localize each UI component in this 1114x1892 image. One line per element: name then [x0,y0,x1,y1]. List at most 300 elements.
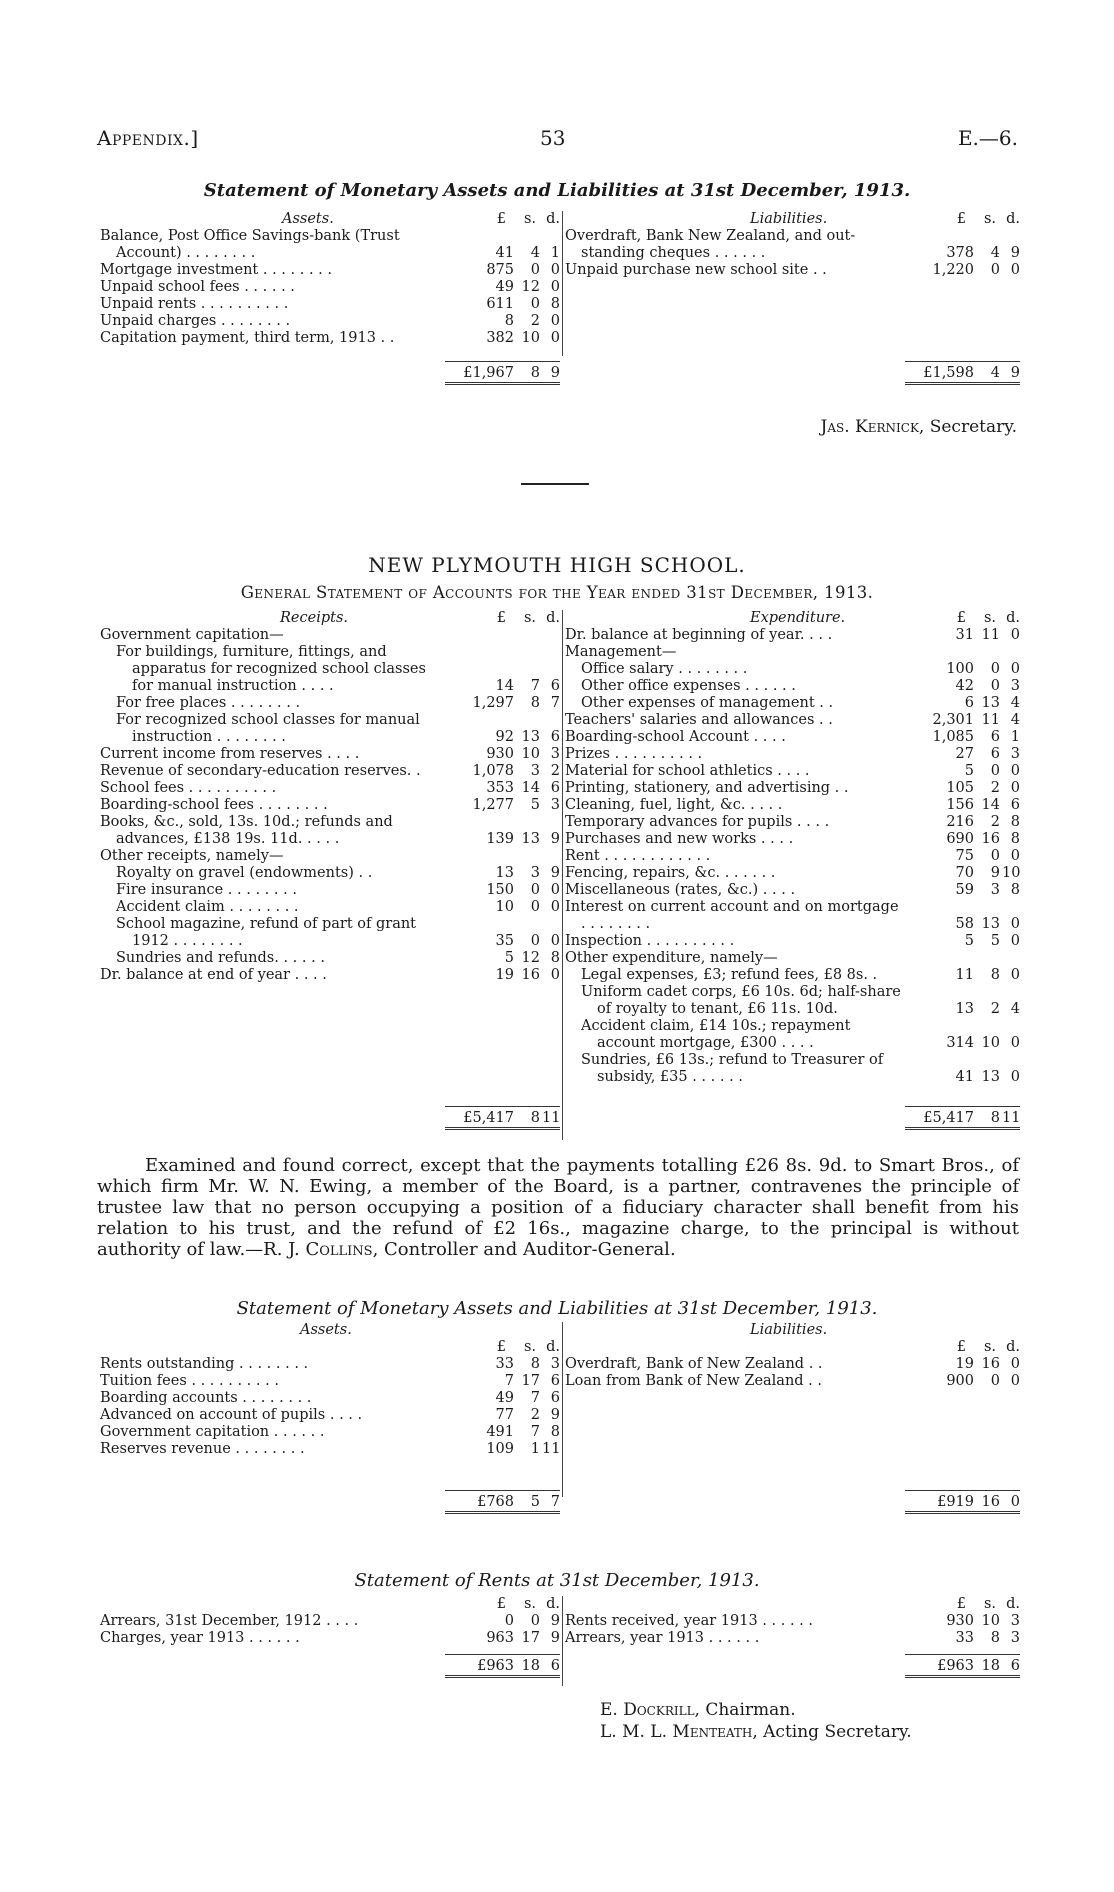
pence-value: 8 [550,296,560,312]
row-amount [905,695,1020,712]
row-label: Boarding-school Account . . . . [565,729,786,745]
expenditure-column: Expenditure. £ s. d. Dr. balance at beginning of year. . . . 31 11 0 Management— Office salary . . . . . . . . 100 0 0 Other office expenses . . . . . . 42 0 3 Other expenses of management . . 6 13 4 Teachers' salaries and allowances . . 2,301 11 4 Boarding-school Account . . . . 1,085 6 1 Prizes . . . . . . . . . . 27 6 3 Material for school athletics . . . . 5 0 0 Printing, stationery, and advertising . . 105 2 0 Cleaning, fuel, light, &c. . . . . 156 14 6 Temporary advances for pupils . . . . 216 2 8 Purchases and new works . . . . 690 16 8 Rent . . . . . . . . . . . . 75 0 0 Fencing, repairs, &c. . . . . . . 70 9 10 Miscellaneous (rates, &c.) . . . . 59 3 8 Interest on current account and on mortgage . . . . . . . . 58 13 0 Inspection . . . . . . . . . . 5 5 0 Other expenditure, namely— Legal expenses, £3; refund fees, £8 8s. . 11 8 0 Uniform cadet corps, £6 10s. 6d; half-share of royalty to tenant, £6 11s. 10d. 13 2 4 Accident claim, £14 10s.; repayment account mortgage, £300 . . . . 314 10 0 Sundries, £6 13s.; refund to Treasurer of subsidy, £35 . . . . . . 41 13 0 £5,417 8 11 [565,610,1020,1086]
row-label: Dr. balance at beginning of year. . . . [565,627,833,643]
shillings-value: 0 [990,678,1000,694]
row-label: Inspection . . . . . . . . . . [565,933,735,949]
pounds-value: 875 [486,262,514,278]
assets-heading: Assets. [300,1322,352,1338]
pounds-value: 105 [946,780,974,796]
pounds-value: 31 [955,627,974,643]
expenditure-total: £5,417 8 11 [905,1106,1020,1130]
row-label: Unpaid rents . . . . . . . . . . [100,296,289,312]
row-amount [445,933,560,950]
row-amount [445,797,560,814]
pounds-value: 1,277 [472,797,514,813]
row-label: Purchases and new works . . . . [565,831,794,847]
receipt-row [100,882,560,899]
pounds-value: 314 [946,1035,974,1051]
shillings-value: 0 [990,262,1000,278]
row-label: Prizes . . . . . . . . . . [565,746,703,762]
row-label: Books, &c., sold, 13s. 10d.; refunds and advances, £138 19s. 11d. . . . . [100,814,393,847]
shillings-value: 2 [990,814,1000,830]
shillings-value: 0 [530,933,540,949]
pounds-value: 1,297 [472,695,514,711]
row-amount [905,916,1020,933]
liability-row [565,1373,1020,1390]
row-amount [905,1613,1020,1630]
shillings-value: 11 [981,712,1000,728]
column-divider [562,211,563,356]
row-amount [905,831,1020,848]
pence-value: 6 [550,729,560,745]
row-amount [905,1035,1020,1052]
shillings-value: 0 [530,899,540,915]
secretary-signature: Jas. Kernick, Secretary. [820,417,1017,437]
row-label: Mortgage investment . . . . . . . . [100,262,332,278]
shillings-value: 16 [981,831,1000,847]
row-amount [905,797,1020,814]
expenditure-row [565,644,1020,661]
pence-value: 3 [1010,678,1020,694]
receipts-total: £5,417 8 11 [445,1106,560,1130]
row-label: Fencing, repairs, &c. . . . . . . [565,865,776,881]
liabilities-total: £919 16 0 [905,1490,1020,1514]
row-amount [445,763,560,780]
shillings-value: 12 [521,950,540,966]
shillings-value: 7 [530,1424,540,1440]
acting-secretary-signature: L. M. L. Menteath, Acting Secretary. [600,1722,912,1742]
pounds-value: 27 [955,746,974,762]
pence-value: 0 [550,967,560,983]
pounds-value: 7 [504,1373,514,1389]
receipt-row [100,814,560,848]
pounds-value: 150 [486,882,514,898]
asset-row [100,1424,560,1441]
pence-value: 6 [550,678,560,694]
expenditure-row [565,865,1020,882]
row-label: Office salary . . . . . . . . [581,661,748,677]
row-amount [445,330,560,347]
receipt-row [100,916,560,950]
row-amount [445,780,560,797]
row-label: For buildings, furniture, fittings, and apparatus for recognized school classes for manual instruction . . . . [116,644,426,694]
column-divider [562,1596,563,1686]
shillings-value: 5 [530,797,540,813]
pounds-value: 75 [955,848,974,864]
shillings-value: 13 [981,1069,1000,1085]
rent-charge-row [100,1613,560,1630]
row-label: Boarding accounts . . . . . . . . [100,1390,312,1406]
expenditure-row [565,950,1020,967]
pounds-value: 378 [946,245,974,261]
header-appendix: Appendix.] [97,126,199,150]
pence-value: 0 [1010,1069,1020,1085]
shillings-value: 16 [981,1356,1000,1372]
pounds-value: 2,301 [932,712,974,728]
asset-row [100,262,560,279]
row-amount [445,1441,560,1458]
row-label: Miscellaneous (rates, &c.) . . . . [565,882,796,898]
pounds-value: 109 [486,1441,514,1457]
rents-right-total: £963 18 6 [905,1654,1020,1678]
shillings-value: 0 [530,262,540,278]
receipt-row [100,644,560,695]
shillings-value: 8 [990,1630,1000,1646]
liability-row [565,228,1020,262]
expenditure-row [565,899,1020,933]
row-label: Arrears, year 1913 . . . . . . [565,1630,760,1646]
row-amount [445,746,560,763]
pence-value: 8 [550,950,560,966]
pence-value: 7 [550,695,560,711]
pence-value: 8 [550,1424,560,1440]
pence-value: 1 [1010,729,1020,745]
pounds-value: 10 [495,899,514,915]
row-amount [445,882,560,899]
pence-value: 4 [1010,1001,1020,1017]
asset-row [100,1373,560,1390]
expenditure-row [565,678,1020,695]
shillings-value: 2 [530,313,540,329]
pounds-value: 49 [495,1390,514,1406]
statement-2-assets: Assets. £ s. d. Rents outstanding . . . . . . . . 33 8 3 Tuition fees . . . . . . . . . . 7 17 6 Boarding accounts . . . . . . . . 49 7 6 Advanced on account of pupils . . . . 77 2 9 Government capitation . . . . . . 491 7 8 Reserves revenue . . . . . . . . 109 1 11 £768 5 7 [100,1322,560,1458]
pence-value: 9 [550,1630,560,1646]
receipt-row [100,763,560,780]
receipt-row [100,848,560,865]
pence-value: 0 [550,933,560,949]
shillings-value: 6 [990,729,1000,745]
pounds-value: 930 [946,1613,974,1629]
pence-value: 10 [1002,865,1021,881]
pounds-value: 13 [955,1001,974,1017]
shillings-value: 2 [530,1407,540,1423]
row-label: Royalty on gravel (endowments) . . [116,865,373,881]
row-amount [445,1407,560,1424]
pence-value: 0 [1010,780,1020,796]
shillings-value: 2 [990,780,1000,796]
row-label: Charges, year 1913 . . . . . . [100,1630,300,1646]
row-amount [905,814,1020,831]
row-amount [905,729,1020,746]
shillings-value: 8 [530,695,540,711]
pence-value: 0 [550,899,560,915]
row-label: School magazine, refund of part of grant 1912 . . . . . . . . [116,916,417,949]
shillings-value: 13 [981,916,1000,932]
pounds-value: 5 [504,950,514,966]
row-amount [905,763,1020,780]
row-label: Government capitation— [100,627,284,643]
shillings-value: 6 [990,746,1000,762]
row-amount [445,1356,560,1373]
liabilities-heading: Liabilities. [750,211,828,227]
pounds-value: 100 [946,661,974,677]
pence-value: 6 [550,1390,560,1406]
shillings-value: 3 [990,882,1000,898]
row-amount [445,296,560,313]
row-label: For free places . . . . . . . . [116,695,301,711]
row-amount [445,729,560,746]
liability-row [565,1356,1020,1373]
liability-row [565,262,1020,279]
header-reference: E.—6. [957,126,1018,150]
row-amount [445,831,560,848]
asset-row [100,313,560,330]
pence-value: 0 [1010,661,1020,677]
expenditure-row [565,814,1020,831]
shillings-value: 7 [530,1390,540,1406]
asset-row [100,296,560,313]
pence-value: 0 [1010,1356,1020,1372]
receipt-row [100,712,560,746]
expenditure-row [565,712,1020,729]
expenditure-row [565,831,1020,848]
row-amount [445,245,560,262]
row-label: Sundries, £6 13s.; refund to Treasurer of subsidy, £35 . . . . . . [581,1052,884,1085]
statement-1-assets: Assets. £ s. d. Balance, Post Office Savings-bank (Trust Account) . . . . . . . . 41 4 1 Mortgage investment . . . . . . . . 875 0 0 Unpaid school fees . . . . . . 49 12 0 Unpaid rents . . . . . . . . . . 611 0 8 Unpaid charges . . . . . . . . 8 2 0 Capitation payment, third term, 1913 . . 382 10 0 £1,967 8 9 [100,211,560,347]
pounds-value: 6 [964,695,974,711]
row-label: Legal expenses, £3; refund fees, £8 8s. . [581,967,878,983]
pounds-value: 42 [955,678,974,694]
pence-value: 0 [1010,1373,1020,1389]
row-label: Boarding-school fees . . . . . . . . [100,797,328,813]
row-label: Uniform cadet corps, £6 10s. 6d; half-share of royalty to tenant, £6 11s. 10d. [581,984,901,1017]
row-label: Balance, Post Office Savings-bank (Trust Account) . . . . . . . . [100,228,400,261]
row-label: School fees . . . . . . . . . . [100,780,277,796]
row-amount [445,899,560,916]
pence-value: 2 [550,763,560,779]
shillings-value: 11 [981,627,1000,643]
pounds-value: 11 [955,967,974,983]
expenditure-row [565,882,1020,899]
pence-value: 0 [550,313,560,329]
pounds-value: 963 [486,1630,514,1646]
expenditure-row [565,797,1020,814]
pence-value: 9 [550,865,560,881]
pounds-value: 49 [495,279,514,295]
receipt-row [100,695,560,712]
shillings-value: 13 [521,729,540,745]
row-label: Dr. balance at end of year . . . . [100,967,327,983]
asset-row [100,1356,560,1373]
expenditure-row [565,780,1020,797]
row-label: Rents received, year 1913 . . . . . . [565,1613,814,1629]
pence-value: 9 [1010,245,1020,261]
rents-left-total: £963 18 6 [445,1654,560,1678]
pence-value: 3 [1010,1613,1020,1629]
shillings-value: 14 [521,780,540,796]
pounds-value: 41 [955,1069,974,1085]
receipt-row [100,950,560,967]
asset-row [100,330,560,347]
shillings-value: 10 [981,1035,1000,1051]
row-label: Unpaid purchase new school site . . [565,262,827,278]
pence-value: 0 [1010,763,1020,779]
receipt-row [100,746,560,763]
pence-value: 3 [1010,746,1020,762]
page-number: 53 [540,126,566,150]
row-label: Current income from reserves . . . . [100,746,360,762]
pounds-value: 353 [486,780,514,796]
row-label: Other office expenses . . . . . . [581,678,796,694]
row-amount [445,678,560,695]
pence-value: 0 [1010,1035,1020,1051]
pounds-value: 0 [504,1613,514,1629]
row-label: Government capitation . . . . . . [100,1424,325,1440]
row-amount [905,882,1020,899]
pounds-value: 58 [955,916,974,932]
shillings-value: 9 [990,865,1000,881]
section-divider [521,483,589,485]
row-label: Unpaid school fees . . . . . . [100,279,295,295]
row-label: Arrears, 31st December, 1912 . . . . [100,1613,359,1629]
pence-value: 1 [550,245,560,261]
row-label: Management— [565,644,677,660]
row-amount [445,967,560,984]
row-label: Printing, stationery, and advertising . . [565,780,849,796]
asset-row [100,1441,560,1458]
liabilities-total: £1,598 4 9 [905,361,1020,385]
row-label: For recognized school classes for manual instruction . . . . . . . . [116,712,420,745]
row-amount [905,627,1020,644]
row-label: Overdraft, Bank of New Zealand . . [565,1356,823,1372]
row-label: Material for school athletics . . . . [565,763,810,779]
row-amount [445,848,560,865]
audit-paragraph: Examined and found correct, except that the payments totalling £26 8s. 9d. to Smart Bros., of which firm Mr. W. N. Ewing, a member of the Board, is a partner, contravenes the principle of trustee law that no person occupying a position of a fiduciary character shall benefit from his relation to his trust, and the refund of £2 16s., magazine charge, to the principal is without authority of law.—R. J. Collins, Controller and Auditor-General. [97,1155,1019,1260]
row-amount [905,933,1020,950]
receipt-row [100,899,560,916]
pence-value: 8 [1010,831,1020,847]
row-amount [905,712,1020,729]
row-label: Teachers' salaries and allowances . . [565,712,833,728]
row-amount [905,245,1020,262]
rent-receipt-row [565,1630,1020,1647]
row-amount [905,967,1020,984]
pounds-value: 13 [495,865,514,881]
pence-value: 0 [1010,262,1020,278]
expenditure-row [565,627,1020,644]
pence-value: 0 [550,330,560,346]
row-amount [905,661,1020,678]
pounds-value: 1,078 [472,763,514,779]
pounds-value: 216 [946,814,974,830]
shillings-value: 5 [990,933,1000,949]
pounds-value: 5 [964,763,974,779]
shillings-value: 0 [530,296,540,312]
pence-value: 9 [550,1407,560,1423]
pounds-value: 19 [495,967,514,983]
statement-1-liabilities: Liabilities. £ s. d. Overdraft, Bank New Zealand, and out-standing cheques . . . . . . 378 4 9 Unpaid purchase new school site . . 1,220 0 0 £1,598 4 9 [565,211,1020,279]
row-amount [445,1424,560,1441]
shillings-value: 0 [990,848,1000,864]
shillings-value: 4 [990,245,1000,261]
row-amount [905,848,1020,865]
pounds-value: 35 [495,933,514,949]
expenditure-row [565,661,1020,678]
rents-received: £ s. d. Rents received, year 1913 . . . . . . 930 10 3 Arrears, year 1913 . . . . . . 33 8 3 £963 18 6 [565,1596,1020,1647]
shillings-value: 2 [990,1001,1000,1017]
rents-charges: £ s. d. Arrears, 31st December, 1912 . . . . 0 0 9 Charges, year 1913 . . . . . . 963 17 9 £963 18 6 [100,1596,560,1647]
row-label: Interest on current account and on mortgage . . . . . . . . [565,899,899,932]
row-amount [905,1630,1020,1647]
pounds-value: 930 [486,746,514,762]
statement-3-title: Statement of Rents at 31st December, 1913. [354,1570,760,1591]
row-amount [445,865,560,882]
assets-heading: Assets. [282,211,334,227]
shillings-value: 8 [530,1356,540,1372]
receipt-row [100,797,560,814]
receipts-heading: Receipts. [280,610,348,626]
pence-value: 8 [1010,882,1020,898]
expenditure-row [565,695,1020,712]
row-amount [445,313,560,330]
row-amount [445,627,560,644]
rent-receipt-row [565,1613,1020,1630]
expenditure-row [565,763,1020,780]
row-amount [905,865,1020,882]
shillings-value: 0 [530,1613,540,1629]
pence-value: 0 [550,262,560,278]
row-amount [905,1001,1020,1018]
pounds-value: 491 [486,1424,514,1440]
expenditure-row [565,933,1020,950]
row-amount [905,678,1020,695]
chairman-signature: E. Dockrill, Chairman. [600,1700,796,1720]
asset-row [100,1407,560,1424]
pounds-value: 382 [486,330,514,346]
expenditure-row [565,848,1020,865]
pence-value: 6 [1010,797,1020,813]
expenditure-row [565,1018,1020,1052]
pounds-value: 1,085 [932,729,974,745]
row-amount [905,1373,1020,1390]
receipt-row [100,865,560,882]
shillings-value: 0 [990,1373,1000,1389]
pounds-value: 33 [495,1356,514,1372]
shillings-value: 0 [990,661,1000,677]
liabilities-heading: Liabilities. [750,1322,828,1338]
row-amount [445,279,560,296]
row-label: Revenue of secondary-education reserves. . [100,763,421,779]
pence-value: 3 [1010,1630,1020,1646]
shillings-value: 10 [521,330,540,346]
pounds-value: 139 [486,831,514,847]
pounds-value: 41 [495,245,514,261]
shillings-value: 13 [981,695,1000,711]
pence-value: 4 [1010,695,1020,711]
row-label: Cleaning, fuel, light, &c. . . . . [565,797,783,813]
row-label: Temporary advances for pupils . . . . [565,814,830,830]
row-amount [445,695,560,712]
pounds-value: 156 [946,797,974,813]
row-label: Rent . . . . . . . . . . . . [565,848,711,864]
row-label: Reserves revenue . . . . . . . . [100,1441,305,1457]
row-amount [905,1356,1020,1373]
row-label: Other receipts, namely— [100,848,284,864]
pence-value: 6 [550,780,560,796]
row-label: Loan from Bank of New Zealand . . [565,1373,823,1389]
general-statement-title: General Statement of Accounts for the Year ended 31st December, 1913. [240,583,874,602]
asset-row [100,279,560,296]
row-amount [445,1630,560,1647]
pence-value: 6 [550,1373,560,1389]
shillings-value: 1 [530,1441,540,1457]
pence-value: 11 [542,1441,561,1457]
receipt-row [100,780,560,797]
shillings-value: 14 [981,797,1000,813]
shillings-value: 8 [990,967,1000,983]
row-amount [445,1373,560,1390]
pence-value: 9 [550,1613,560,1629]
